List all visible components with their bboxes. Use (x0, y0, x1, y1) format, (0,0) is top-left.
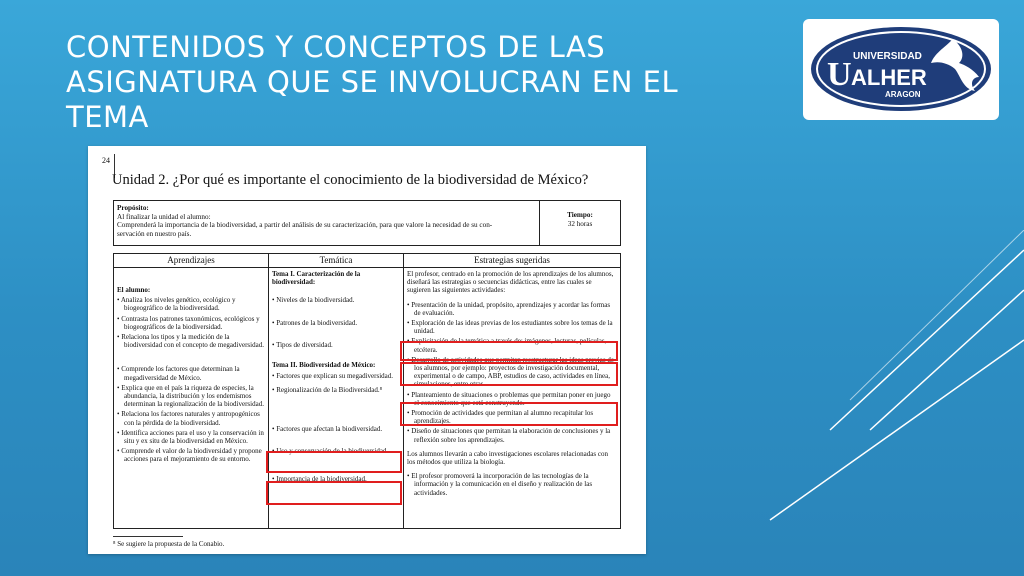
footnote: ⁸ Se sugiere la propuesta de la Conabio. (113, 540, 225, 548)
aprendizajes-column (117, 286, 265, 466)
deco-line (830, 250, 1024, 430)
tema2-heading: Tema II. Biodiversidad de México: (272, 361, 376, 370)
tema-item: • Factores que explican su megadiversidad. (272, 372, 394, 381)
tema-item: • Importancia de la biodiversidad. (272, 475, 367, 484)
aprendizaje-item: • Analiza los niveles genético, ecológico y biogeográfico de la biodiversidad. (117, 296, 236, 313)
highlight-box (400, 341, 618, 361)
tema-item: • Uso y conservación de la biodiversidad. (272, 446, 389, 455)
title-line: ASIGNATURA QUE SE INVOLUCRAN EN EL (66, 65, 679, 99)
purpose-text (117, 204, 537, 238)
highlight-box (266, 451, 402, 473)
tema1-heading: Tema I. Caracterización de la biodiversidad: (272, 270, 361, 287)
title-line: CONTENIDOS Y CONCEPTOS DE LAS (66, 30, 606, 64)
deco-line (850, 230, 1024, 400)
header-estrategias: Estrategias sugeridas (404, 254, 620, 268)
tema-item: • Regionalización de la Biodiversidad.⁸ (272, 386, 383, 395)
slide-title (66, 30, 786, 135)
purpose-line: servación en nuestro país. (117, 229, 192, 238)
column-divider (403, 254, 404, 528)
purpose-box (113, 200, 621, 246)
aprendizajes-intro: El alumno: (117, 286, 151, 294)
header-aprendizajes: Aprendizajes (114, 254, 268, 268)
title-line: TEMA (66, 100, 149, 134)
highlight-box (400, 402, 618, 426)
aprendizaje-item: • Comprende los factores que determinan la megadiversidad de México. (117, 365, 240, 382)
time-cell (544, 211, 616, 229)
logo-aragon: ARAGON (885, 90, 921, 99)
deco-line (870, 290, 1024, 430)
aprendizaje-item: • Explica que en el país la riqueza de especies, la abundancia, la distribución y los endemismos determinan la regionalización de la biodiversidad. (117, 383, 264, 409)
aprendizaje-item: • Contrasta los patrones taxonómicos, ecológicos y biogeográficos de la biodiversidad. (117, 314, 260, 331)
logo-letter-u: U (827, 56, 852, 93)
highlight-box (266, 481, 402, 505)
purpose-line: Al finalizar la unidad el alumno: (117, 212, 211, 221)
footnote-rule (113, 536, 183, 537)
purpose-line: Comprenderá la importancia de la biodiversidad, a partir del análisis de su caracterización, para que valore la necesidad de su con- (117, 221, 493, 230)
decorative-lines (760, 230, 1024, 530)
logo-graphic (803, 19, 999, 120)
estrategias-intro: El profesor, centrado en la promoción de los aprendizajes de los alumnos, diseñará las estrategias o secuencias didácticas, entre las cuales se sugieren las siguientes actividades: (407, 270, 614, 295)
logo-universidad: UNIVERSIDAD (853, 51, 922, 62)
estrategia-item: • Promoción de actividades que permitan al alumno recapitular los aprendizajes. (407, 409, 594, 426)
page-number: 24 (102, 156, 110, 165)
purpose-heading: Propósito: (117, 204, 149, 212)
aprendizaje-item: • Relaciona los factores naturales y antropogénicos con la pérdida de la biodiversidad. (117, 410, 260, 427)
tema-item: • Niveles de la biodiversidad. (272, 296, 355, 305)
tema-item: • Tipos de diversidad. (272, 340, 333, 349)
highlight-box (400, 362, 618, 386)
estrategia-item: • Desarrollo de actividades que permitan reestructurar las ideas previas de los alumnos, por ejemplo: proyectos de investigación documental, experimental o de campo, ABP, estudios de caso, actividades en línea, simulaciones, entre otras. (407, 355, 614, 389)
header-tematica: Temática (269, 254, 403, 268)
university-logo (803, 19, 999, 120)
estrategias-investigacion: Los alumnos llevarán a cabo investigaciones escolares relacionadas con los métodos que utiliza la biología. (407, 449, 608, 467)
tema-item: • Patrones de la biodiversidad. (272, 318, 358, 327)
tema-item: • Factores que afectan la biodiversidad. (272, 424, 383, 433)
program-document (88, 146, 646, 554)
logo-alher: ALHER (851, 65, 927, 90)
aprendizaje-item: • Comprende el valor de la biodiversidad y propone acciones para el mejoramiento de su entorno. (117, 447, 262, 464)
estrategia-item: • Presentación de la unidad, propósito, aprendizajes y acordar las formas de evaluación. (407, 300, 611, 317)
time-value: 32 horas (567, 220, 593, 228)
estrategia-item: • El profesor promoverá la incorporación de las tecnologías de la información y la comunicación en el diseño y realización de las actividades. (407, 472, 593, 497)
aprendizaje-item: • Relaciona los tipos y la medición de la biodiversidad con el concepto de megadiversidad. (117, 333, 264, 350)
time-label: Tiempo: (567, 211, 593, 219)
estrategia-item: • Explicitación de la temática a través de: imágenes, lecturas, películas, etcétera. (407, 337, 607, 354)
estrategia-item: • Exploración de las ideas previas de los estudiantes sobre los temas de la unidad. (407, 319, 613, 336)
unit-title: Unidad 2. ¿Por qué es importante el conocimiento de la biodiversidad de México? (112, 172, 589, 188)
purpose-divider (539, 201, 540, 245)
aprendizaje-item: • Identifica acciones para el uso y la conservación in situ y ex situ de la biodiversidad en México. (117, 428, 264, 446)
estrategia-item: • Planteamiento de situaciones o problemas que permitan poner en juego el conocimiento que está construyendo. (407, 390, 611, 407)
estrategia-item: • Diseño de situaciones que permitan la elaboración de conclusiones y la reflexión sobre los aprendizajes. (407, 427, 611, 444)
